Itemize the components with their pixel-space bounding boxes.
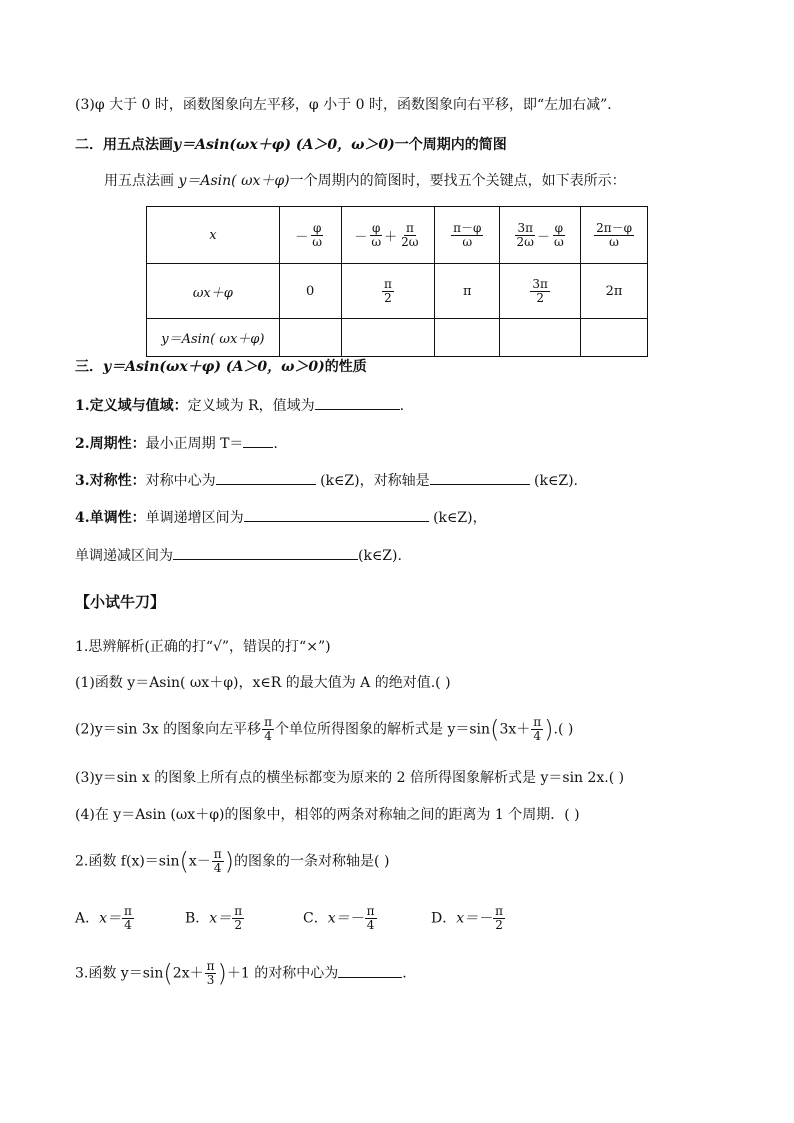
property-period	[75, 433, 278, 453]
frac-den: 2	[495, 918, 503, 932]
option-b[interactable]	[185, 905, 303, 932]
property-5-text: 单调递减区间为	[75, 548, 173, 564]
frac-num: 2π－φ	[596, 220, 632, 235]
cell-y-2	[341, 319, 435, 357]
fraction	[552, 222, 566, 249]
frac-num: π	[206, 959, 215, 973]
table-row-x	[147, 207, 648, 264]
q1-2-end: .( )	[553, 721, 574, 738]
intro-item-3-text: (3)φ 大于 0 时，函数图象向左平移，φ 小于 0 时，函数图象向右平移，即“左加右减”．	[75, 97, 622, 113]
frac-den: ω	[312, 234, 323, 249]
frac-den: 3	[206, 973, 215, 987]
question-3	[75, 960, 407, 987]
cell-phase-5: 2π	[581, 264, 648, 319]
property-3-title: 3.对称性：	[75, 473, 146, 489]
section-3-number: 三．	[75, 359, 103, 375]
property-monotonic-increase	[75, 507, 487, 527]
question-2-options	[75, 905, 531, 932]
frac-num: π	[533, 715, 542, 729]
option-label: C．	[303, 910, 328, 927]
section-3-formula: y＝Asin(ωx＋φ) (A＞0，ω＞0)	[103, 359, 325, 375]
fraction	[594, 222, 634, 249]
cell-y-4	[500, 319, 581, 357]
cell-y-3	[435, 319, 500, 357]
table-row-y	[147, 319, 648, 357]
frac-den: ω	[371, 234, 382, 249]
decreasing-interval-blank[interactable]	[173, 545, 358, 560]
left-paren: (	[163, 959, 173, 988]
frac-num: π	[366, 904, 375, 918]
q3-tail: .	[402, 965, 407, 982]
frac-num: π	[405, 220, 414, 235]
cell-phase-1: 0	[279, 264, 341, 319]
frac-den: 4	[264, 729, 272, 743]
table-row-phase	[147, 264, 648, 319]
frac-den: ω	[462, 234, 473, 249]
property-5-end: (k∈Z).	[358, 548, 402, 564]
q2-pre: 2.函数 f(x)＝sin	[75, 853, 180, 870]
property-2-text: 最小正周期 T＝	[145, 436, 244, 452]
frac-num: π	[384, 276, 392, 291]
frac-num: π	[495, 904, 504, 918]
q3-inner: 2x＋	[172, 965, 204, 982]
property-4-title: 4.单调性：	[75, 510, 146, 526]
option-label: D．	[431, 910, 457, 927]
property-1-text: 定义域为 R，值域为	[187, 398, 315, 414]
question-1-2	[75, 716, 573, 743]
fraction	[493, 905, 505, 932]
q1-2-inner: 3x＋	[499, 721, 531, 738]
frac-num: 3π	[517, 220, 533, 235]
cell-x-2-minus: －	[354, 229, 368, 245]
fraction	[232, 905, 244, 932]
section-2-description	[104, 172, 626, 190]
fraction	[365, 905, 377, 932]
desc-formula: y＝Asin( ωx＋φ)	[178, 173, 290, 189]
frac-num: π	[213, 847, 222, 861]
row-label-y	[147, 319, 280, 357]
cell-phase-4	[500, 264, 581, 319]
section-3-title-tail: 的性质	[324, 359, 367, 375]
fraction	[310, 222, 324, 249]
fraction	[212, 848, 224, 875]
cell-x-4-minus: －	[536, 229, 550, 245]
q3-pre: 3.函数 y＝sin	[75, 965, 164, 982]
fraction	[399, 222, 420, 249]
fraction	[205, 960, 217, 987]
question-1: 1.思辨解析(正确的打“√”，错误的打“×”)	[75, 639, 331, 655]
section-2-title-tail: 一个周期内的简图	[394, 137, 507, 153]
right-paren: )	[544, 715, 554, 744]
five-point-table	[146, 206, 648, 357]
property-symmetry	[75, 470, 578, 490]
cell-x-5	[581, 207, 648, 264]
fraction	[262, 716, 274, 743]
cell-phase-3: π	[435, 264, 500, 319]
option-pre: x＝－	[456, 910, 493, 927]
property-2-title: 2.周期性：	[75, 436, 146, 452]
q2-end: 的图象的一条对称轴是( )	[234, 853, 390, 870]
left-paren: (	[490, 715, 500, 744]
row-label-phase	[147, 264, 280, 319]
frac-den: ω	[553, 234, 564, 249]
option-d[interactable]	[431, 905, 531, 932]
option-label: A．	[75, 910, 100, 927]
frac-num: φ	[372, 220, 381, 235]
increasing-interval-blank[interactable]	[244, 507, 429, 522]
property-3-mid: (k∈Z)，对称轴是	[315, 473, 430, 489]
right-paren: )	[224, 847, 235, 876]
option-a[interactable]	[75, 905, 185, 932]
frac-num: π－φ	[453, 220, 482, 235]
property-4-end: (k∈Z)，	[428, 510, 487, 526]
cell-y-5	[581, 319, 648, 357]
intro-item-3	[75, 96, 621, 114]
option-label: B．	[185, 910, 210, 927]
frac-num: π	[264, 715, 273, 729]
desc-pre: 用五点法画	[104, 173, 179, 189]
frac-num: φ	[554, 220, 564, 235]
row-label-x	[147, 207, 280, 264]
row-label-y-text: y＝Asin( ωx＋φ)	[161, 332, 265, 347]
desc-post: 一个周期内的简图时，要找五个关键点，如下表所示：	[289, 173, 626, 189]
frac-den: ω	[609, 234, 619, 249]
option-pre: x＝	[209, 910, 232, 927]
question-1-1: (1)函数 y＝Asin( ωx＋φ)，x∈R 的最大值为 A 的绝对值.( )	[75, 675, 451, 691]
option-pre: x＝	[99, 910, 122, 927]
q1-2-pre: (2)y＝sin 3x 的图象向左平移	[75, 721, 262, 738]
left-paren: (	[179, 847, 189, 876]
cell-x-1-minus: －	[295, 229, 309, 245]
q2-inner: x－	[188, 853, 211, 870]
frac-den: 4	[124, 918, 132, 932]
symmetry-center-blank[interactable]	[216, 470, 316, 485]
property-3-text: 对称中心为	[145, 473, 216, 489]
fraction	[382, 278, 394, 305]
frac-num: φ	[312, 220, 322, 235]
frac-num: 3π	[532, 276, 548, 291]
period-blank[interactable]	[243, 433, 273, 448]
question-2	[75, 848, 389, 875]
section-2-title: 用五点法画	[103, 137, 173, 153]
section-2-heading	[75, 136, 507, 154]
cell-x-4	[500, 207, 581, 264]
q3-end: ＋1 的对称中心为	[226, 965, 339, 982]
row-label-phase-text: ωx＋φ	[192, 285, 233, 301]
section-2-number: 二．	[75, 137, 103, 153]
property-3-end: (k∈Z).	[529, 473, 578, 489]
property-domain-range	[75, 395, 404, 415]
section-2-formula: y＝Asin(ωx＋φ) (A＞0，ω＞0)	[173, 137, 395, 153]
property-1-end: .	[399, 398, 405, 414]
question-1-3: (3)y＝sin x 的图象上所有点的横坐标都变为原来的 2 倍所得图象解析式是 y＝sin 2x.( )	[75, 770, 625, 786]
fraction	[531, 716, 543, 743]
fraction	[530, 278, 550, 305]
symmetry-axis-blank[interactable]	[430, 470, 530, 485]
q1-2-mid: 个单位所得图象的解析式是 y＝sin	[275, 721, 491, 738]
fraction	[515, 222, 536, 249]
frac-den: 4	[213, 861, 222, 875]
fraction	[369, 222, 383, 249]
cell-x-1	[279, 207, 341, 264]
frac-den: 4	[366, 918, 375, 932]
fraction	[122, 905, 134, 932]
frac-num: π	[234, 904, 243, 918]
right-paren: )	[217, 959, 227, 988]
cell-x-2-plus: ＋	[384, 229, 398, 245]
range-blank[interactable]	[315, 395, 400, 410]
option-pre: x＝－	[327, 910, 364, 927]
property-monotonic-decrease	[75, 545, 402, 565]
cell-x-2	[341, 207, 435, 264]
symmetry-center-answer-blank[interactable]	[338, 963, 402, 978]
cell-phase-2	[341, 264, 435, 319]
frac-den: 2	[234, 918, 242, 932]
section-3-heading	[75, 358, 367, 376]
cell-x-3	[435, 207, 500, 264]
frac-den: 2ω	[401, 234, 419, 249]
cell-y-1	[279, 319, 341, 357]
practice-title: 【小试牛刀】	[75, 593, 166, 611]
frac-den: 2	[384, 290, 392, 305]
frac-den: 2ω	[516, 234, 534, 249]
row-label-x-text: x	[209, 227, 217, 243]
fraction	[451, 222, 483, 249]
property-2-end: .	[273, 436, 278, 452]
option-c[interactable]	[303, 905, 431, 932]
property-4-text: 单调递增区间为	[145, 510, 244, 526]
property-1-title: 1.定义域与值域：	[75, 398, 188, 414]
frac-num: π	[124, 904, 132, 918]
question-1-4: (4)在 y＝Asin (ωx＋φ)的图象中，相邻的两条对称轴之间的距离为 1 个周期．( )	[75, 807, 580, 823]
frac-den: 4	[533, 729, 542, 743]
frac-den: 2	[536, 290, 544, 305]
